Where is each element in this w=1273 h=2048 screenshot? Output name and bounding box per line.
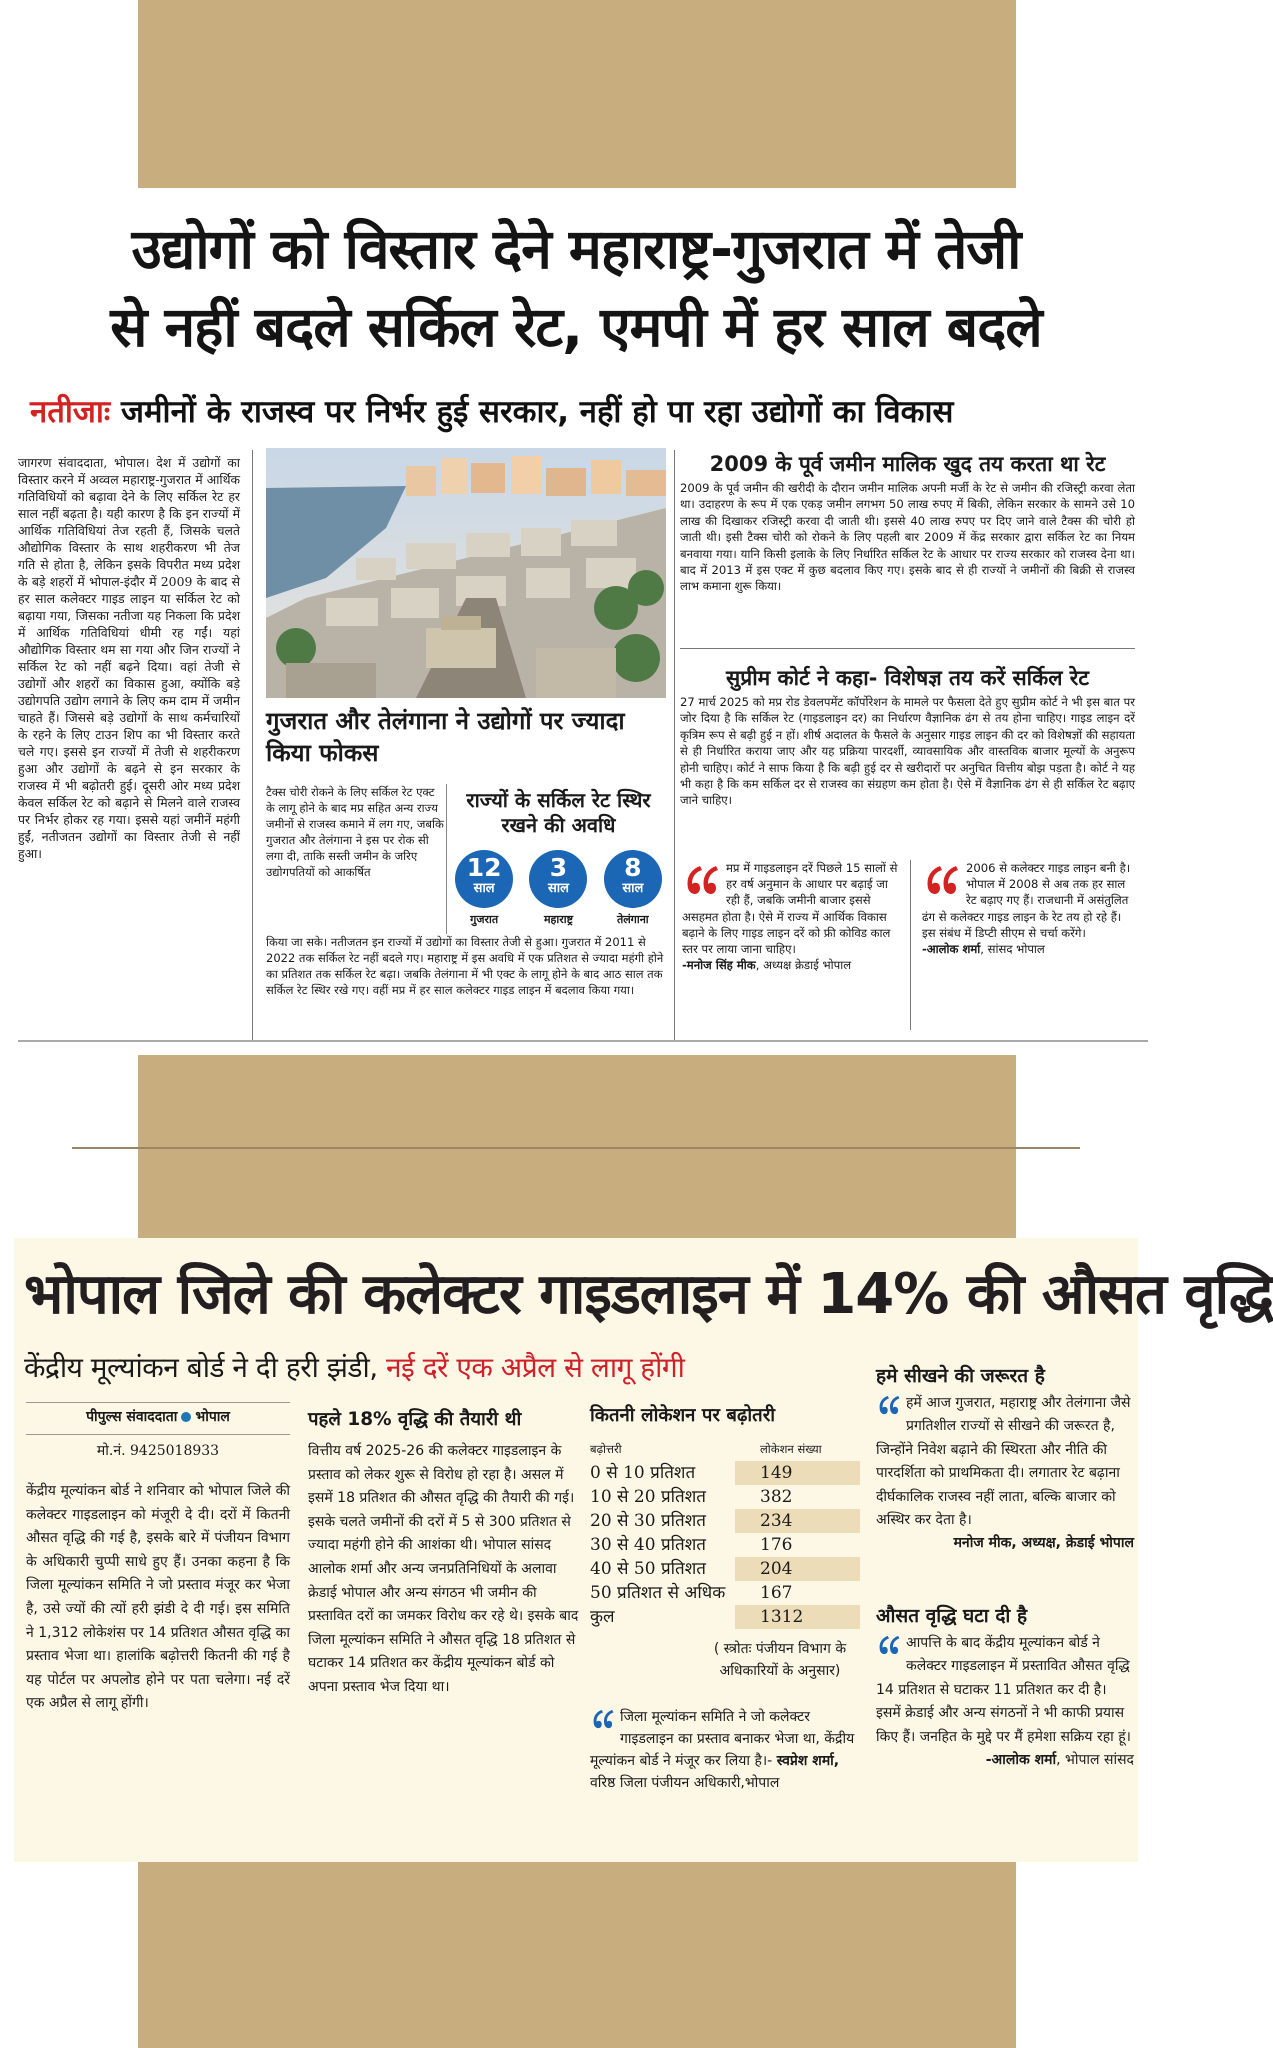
quote-swapnesh-sharma [590,1706,860,1794]
dot-icon [181,1412,191,1422]
mid-heading: गुजरात और तेलंगाना ने उद्योगों पर ज्यादा किया फोकस [266,707,625,767]
column-divider [674,450,675,1040]
box-title: राज्यों के सर्किल रेट स्थिर रखने की अवधि [466,788,651,837]
mid-text-1: टैक्स चोरी रोकने के लिए सर्किल रेट एक्ट के लागू होने के बाद मप्र सहित अन्य राज्य जमीनों से राजस्व कमाने में लग गए, जबकि गुजरात और तेलंगाना ने इस पर रोक सी लगा दी, ताकि सस्ती जमीन के जरिए उद्योगपतियों को आकर्षित [266,785,444,879]
table-column-header: बढ़ोत्तरी [590,1442,622,1456]
stable-rate-box [446,784,670,934]
subheadline [30,390,1130,432]
article-column-2: वित्तीय वर्ष 2025-26 की कलेक्टर गाइडलाइन के प्रस्ताव को लेकर शुरू से विरोध हो रहा है। असल में इसमें 18 प्रतिशत की औसत वृद्धि की तैयारी की गई। इसके चलते जमीनों की दरों में 5 से 300 प्रतिशत से ज्यादा महंगी होने की आशंका थी। भोपाल सांसद आलोक शर्मा और अन्य जनप्रतिनिधियों के अलावा क्रेडाई भोपाल और अन्य संगठन भी जमीन की प्रस्तावित दरों का जमकर विरोध कर रहे थे। इसके बाद जिला मूल्यांकन समिति ने औसत वृद्धि 18 प्रतिशत से घटाकर 14 प्रतिशत कर केंद्रीय मूल्यांकन बोर्ड को अपना प्रस्ताव भेज दिया था। [308,1443,579,1695]
quote-author-line: -आलोक शर्मा, भोपाल सांसद [985,1752,1134,1769]
quote-alok-sharma [922,860,1136,957]
headline-bold: 14% की औसत वृद्धि [817,1262,1273,1327]
article-left-column: जागरण संवाददाता, भोपाल। देश में उद्योगों का विस्तार करने में अव्वल महाराष्ट्र-गुजरात में आर्थिक गतिविधियों को बढ़ावा देने के लिए सर्किल रेट हर साल नहीं बढ़ता है। यही कारण है कि इन राज्यों में आर्थिक गतिविधियां तेज रहती हैं, जिसके चलते औद्योगिक विस्तार के साथ शहरीकरण भी तेज गति से होता है, लेकिन इसके विपरीत मध्य प्रदेश के बड़े शहरों में भोपाल-इंदौर में 2009 के बाद से हर साल कलेक्टर गाइड लाइन या सर्किल रेट को बढ़ाया गया, जिसका नतीजा यह निकला कि प्रदेश में आर्थिक गतिविधियां धीमी रह गईं। यहां औद्योगिक विस्तार थम सा गया और जिन राज्यों ने सर्किल रेट को नहीं बढ़ने दिया। वहां तेजी से उद्योगों और शहरों का विकास हुआ, क्योंकि बड़े उद्योगपति उद्योग लगाने के लिए कम दाम में जमीन चाहते हैं। जिससे बड़े उद्योगों के साथ कर्मचारियों के रहने के लिए टाउन शिप का भी विस्तार करते चले गए। इससे इन राज्यों में तेजी से शहरीकरण हुआ और उद्योगों के बढ़ने से इन सरकार के राजस्व में भी बढ़ोतरी हुई। दूसरी ओर मध्य प्रदेश केवल सर्किल रेट को बढ़ाने से मिलने वाले राजस्व पर निर्भर होकर रह गया। इससे यहां जमीनें महंगी हुईं, नतीजतन उद्योगों का विस्तार तेजी से नहीं हुआ। [18,455,240,861]
quote-role: , सांसद भोपाल [980,942,1045,957]
right-text-1: 2009 के पूर्व जमीन की खरीदी के दौरान जमीन मालिक अपनी मर्जी के रेट से जमीन की रजिस्ट्री करवा लेता था। उदाहरण के रूप में एक एकड़ जमीन लगभग 50 लाख रुपए में बिकी, लेकिन सरकार के सामने उसे 10 लाख की दिखाकर रजिस्ट्री करवा दी जाती थी। इससे 40 लाख रुपए पर दिए जाने वाले टैक्स की चोरी हो जाती थी। इसी टैक्स चोरी को रोकने के लिए पहली बार 2009 में केंद्र सरकार द्वारा सर्किल रेट का नियम बनवाया गया। यानि किसी इलाके के लिए निर्धारित सर्किल रेट के आधार पर राज्य सरकार को राजस्व देना था। बाद में 2013 में इस एक्ट में कुछ बदलाव किए गए। इसके बाद से ही राज्यों ने जमीनों की बिक्री से राजस्व लाभ कमाना शुरू किया। [680,481,1135,594]
news-clipping-circle-rate [0,188,1152,1055]
mid-text-2: किया जा सके। नतीजतन इन राज्यों में उद्योगों का विस्तार तेजी से हुआ। गुजरात में 2011 से 2022 तक सर्किल रेट नहीं बदले गए। महाराष्ट्र में इस अवधि में एक प्रतिशत से ज्यादा महंगी होने का प्रतिशत तक सर्किल रेट बढ़ा। जबकि तेलंगाना में भी एक्ट के लागू होने के बाद आठ साल तक सर्किल रेट स्थिर रखे गए। वहीं मप्र में हर साल कलेक्टर गाइड लाइन में बदलाव किया गया। [266,935,664,997]
background-strip-bottom [138,1862,1016,2048]
table-heading: कितनी लोकेशन पर बढ़ोतरी [590,1405,776,1426]
quote-icon [590,1706,616,1732]
subheadline: केंद्रीय मूल्यांकन बोर्ड ने दी हरी झंडी, नई दरें एक अप्रैल से लागू होंगी [24,1351,685,1384]
column-divider [252,450,253,1040]
right-quote-1 [876,1392,1134,1556]
section-divider [680,648,1135,649]
table-source: ( स्त्रोतः पंजीयन विभाग के अधिकारियों के अनुसार) [713,1641,847,1679]
article-column-1: केंद्रीय मूल्यांकन बोर्ड ने शनिवार को भोपाल जिले की कलेक्टर गाइडलाइन को मंजूरी दे दी। दरों में कितनी औसत वृद्धि की गई है, इसके बारे में पंजीयन विभाग के अधिकारी चुप्पी साधे हुए हैं। उनका कहना है कि जिला मूल्यांकन समिति ने जो प्रस्ताव मंजूर कर भेजा है, उसे ज्यों की त्यों हरी झंडी दे दी गई। इस समिति ने 1,312 लोकेशंस पर 14 प्रतिशत औसत वृद्धि का प्रस्ताव भेजा था। हालांकि बढ़ोत्तरी कितनी की गई है यह पोर्टल पर अपलोड होने पर पता चलेगा। नई दरें एक अप्रैल से लागू होंगी। [26,1483,290,1712]
table-row: 50 प्रतिशत से अधिक 167 [590,1583,793,1603]
right-heading-2: सुप्रीम कोर्ट ने कहा- विशेषज्ञ तय करें सर्किल रेट [726,666,1089,690]
column-2-heading: पहले 18% वृद्धि की तैयारी थी [308,1409,522,1430]
quote-text: मप्र में गाइडलाइन दरें पिछले 15 सालों से हर वर्ष अनुमान के आधार पर बढ़ाई जा रही हैं, जबकि जमीनी बाजार इससे असहमत होता है। ऐसे में राज्य में आर्थिक विकास बढ़ाने के लिए गाइड लाइन दरें को फ्री कोविड काल स्तर पर लाया जाना चाहिए। [682,861,898,957]
quote-role: वरिष्ठ जिला पंजीयन अधिकारी,भोपाल [590,1775,780,1791]
quote-text: जिला मूल्यांकन समिति ने जो कलेक्टर गाइडलाइन का प्रस्ताव बनाकर भेजा था, केंद्रीय मूल्यांकन बोर्ड ने मंजूर कर लिया है।- [590,1709,855,1769]
headline-line-2: से नहीं बदले सर्किल रेट, एमपी में हर साल बदले [110,295,1042,359]
quote-author: मनोज मीक, अध्यक्ष, क्रेडाई भोपाल [953,1535,1134,1552]
right-heading-1: हमे सीखने की जरूरत है [876,1365,1045,1387]
quote-role: , अध्यक्ष क्रेडाई भोपाल [755,958,852,973]
table-row: कुल 1312 [590,1605,860,1629]
table-column-header: लोकेशन संख्या [760,1442,822,1456]
table-row: 10 से 20 प्रतिशत 382 [590,1487,793,1507]
city-aerial-photo [266,448,666,698]
column-divider [910,860,911,1030]
location-table [590,1442,860,1629]
divider-line [72,1147,1080,1149]
quote-author: स्वप्नेश शर्मा, [776,1753,840,1769]
quote-icon [876,1632,902,1658]
quote-icon [682,860,722,900]
state-duration-gujarat: 12 साल गुजरात [449,850,519,927]
quote-icon [922,860,962,900]
subheadline-red: नई दरें एक अप्रैल से लागू होंगी [386,1351,685,1384]
right-quote-2 [876,1632,1134,1772]
quote-manoj-meek [682,860,902,973]
clipping-bottom-rule [18,1040,1148,1042]
byline [26,1402,290,1460]
quote-text: 2006 से कलेक्टर गाइड लाइन बनी है। भोपाल में 2008 से अब तक हर साल रेट बढ़ाए गए हैं। राजधानी में असंतुलित ढंग से कलेक्टर गाइड लाइन के रेट तय हो रहे हैं। इस संबंध में डिप्टी सीएम से चर्चा करेंगे। [922,861,1131,940]
state-duration-telangana: 8 साल तेलंगाना [598,850,668,927]
byline-city: भोपाल [195,1409,230,1425]
right-heading-1: 2009 के पूर्व जमीन मालिक खुद तय करता था रेट [709,452,1106,476]
headline-line-1: उद्योगों को विस्तार देने महाराष्ट्र-गुजरात में तेजी [131,217,1021,281]
table-row: 0 से 10 प्रतिशत 149 [590,1461,860,1485]
subheadline-text: जमीनों के राजस्व पर निर्भर हुई सरकार, नहीं हो पा रहा उद्योगों का विकास [110,394,954,430]
news-clipping-collector-guideline [14,1238,1273,1862]
quote-author: -मनोज सिंह मीक [682,958,756,973]
quote-text: हमें आज गुजरात, महाराष्ट्र और तेलंगाना जैसे प्रगतिशील राज्यों से सीखने की जरूरत है, जिन्होंने निवेश बढ़ाने की स्थिरता और नीति की पारदर्शिता को प्राथमिकता दी। लगातार रेट बढ़ाना दीर्घकालिक राजस्व नहीं लाता, बल्कि बाजार को अस्थिर कर देता है। [876,1395,1131,1529]
subheadline-label: नतीजाः [30,394,111,430]
byline-source: पीपुल्स संवाददाता [86,1409,178,1425]
state-duration-maharashtra: 3 साल महाराष्ट्र [523,850,593,927]
headline: भोपाल जिले की कलेक्टर गाइडलाइन में 14% की औसत वृद्धि [24,1262,1273,1327]
background-strip-top [138,0,1016,188]
right-heading-2: औसत वृद्धि घटा दी है [876,1605,1028,1627]
table-row: 20 से 30 प्रतिशत 234 [590,1509,860,1533]
phone-number: मो.नं. 9425018933 [26,1434,290,1460]
quote-text: आपत्ति के बाद केंद्रीय मूल्यांकन बोर्ड ने कलेक्टर गाइडलाइन में प्रस्तावित औसत वृद्धि 14 प्रतिशत से घटाकर 11 प्रतिशत कर दी है। इसमें क्रेडाई और अन्य संगठनों ने भी काफी प्रयास किए हैं। जनहित के मुद्दे पर मैं हमेशा सक्रिय रहा हूं। [876,1635,1131,1745]
table-row: 30 से 40 प्रतिशत 176 [590,1535,793,1555]
quote-icon [876,1392,902,1418]
right-text-2: 27 मार्च 2025 को मप्र रोड डेवलपमेंट कॉर्पोरेशन के मामले पर फैसला देते हुए सुप्रीम कोर्ट ने भी इस बात पर जोर दिया है कि सर्किल रेट (गाइडलाइन दर) का निर्धारण वैज्ञानिक ढंग से तय होना चाहिए। गाइड लाइन दरें कृत्रिम रूप से बढ़ी हुई न हों। शीर्ष अदालत के फैसले के अनुसार गाइड लाइन की दर को विशेषज्ञों की सहायता से ही निर्धारित कराया जाए और यह प्रक्रिया पारदर्शी, व्यावसायिक और वास्तविक बाजार मूल्यों के अनुरूप होनी चाहिए। कोर्ट ने साफ किया है कि बढ़ी हुई दर से खरीदारों पर अनुचित वित्तीय बोझ पड़ता है। कोर्ट ने यह भी कहा है कि कम सर्किल दर से राजस्व का संग्रहण कम होता है। ऐसे में वैज्ञानिक ढंग से ही सर्किल रेट बढ़ाए जाने चाहिए। [680,695,1135,808]
quote-author: -आलोक शर्मा [922,942,981,957]
table-row: 40 से 50 प्रतिशत 204 [590,1557,860,1581]
